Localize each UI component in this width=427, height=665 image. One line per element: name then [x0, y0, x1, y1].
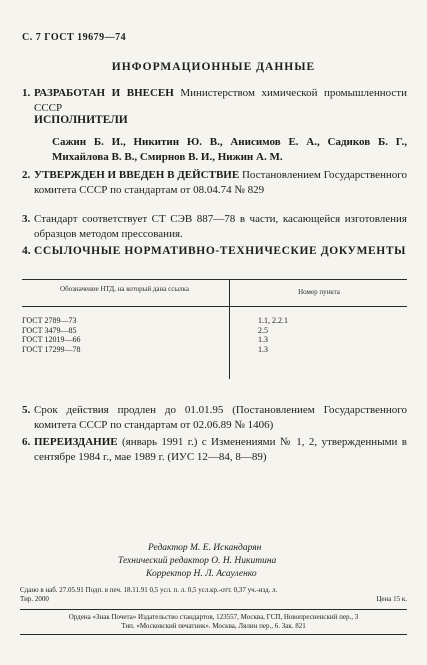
- table-column-items: [258, 316, 398, 354]
- corrector-line: Корректор Н. Л. Асауленко: [146, 569, 257, 579]
- table-cell-doc: ГОСТ 3479—85: [22, 325, 77, 335]
- section-2-lead: УТВЕРЖДЕН И ВВЕДЕН В ДЕЙСТВИЕ: [34, 169, 240, 181]
- section-3-text: Стандарт соответствует СТ СЭВ 887—78 в части, касающейся изготовления образцов методом прессования.: [34, 213, 407, 240]
- section-2-text: Постановлением Государственного комитета СССР по стандартам от 08.04.74 № 829: [34, 169, 408, 196]
- performers-heading: ИСПОЛНИТЕЛИ: [34, 114, 128, 126]
- imprint-block: [0, 542, 427, 581]
- page-header: С. 7 ГОСТ 19679—74: [22, 32, 127, 43]
- section-6-number: 6.: [22, 436, 31, 448]
- section-6-text: (январь 1991 г.) с Изменениями № 1, 2, утвержденными в сентябре 1984 г., мае 1989 г. (ИУС 12—84, 8—89): [34, 436, 407, 463]
- table-cell-item: 1.3: [258, 344, 268, 354]
- table-cell-item: 1.3: [258, 335, 268, 344]
- section-5: [22, 403, 407, 433]
- section-4: [22, 243, 407, 259]
- section-4-number: 4.: [22, 245, 31, 257]
- section-6: [22, 435, 407, 465]
- page-title: ИНФОРМАЦИОННЫЕ ДАННЫЕ: [111, 61, 316, 73]
- section-1: [22, 86, 407, 116]
- tech-editor-line: Технический редактор О. Н. Никитина: [118, 556, 277, 566]
- section-6-lead: ПЕРЕИЗДАНИЕ: [34, 436, 118, 448]
- performers-list: Сажин Б. И., Никитин Ю. В., Анисимов Е. А., Садиков Б. Г., Михайлова В. В., Смирнов В. И., Нижин А. М.: [52, 136, 407, 163]
- imprint-rule-top: [20, 609, 407, 610]
- section-1-text: Министерством химической промышленности СССР: [34, 87, 407, 114]
- table-cell-doc: ГОСТ 12019—66: [22, 335, 81, 344]
- table-header-rule: [22, 306, 407, 307]
- publication-info-line-1: Сдано в наб. 27.05.91 Подп. в печ. 18.11.91 0,5 усл. п. л. 0,5 усл.кр.-отт. 0,37 уч.-изд. л.: [20, 586, 278, 594]
- editor-line: Редактор М. Е. Искандарян: [148, 543, 262, 553]
- table-cell-item: 1.1, 2.2.1: [258, 316, 288, 325]
- price: Цена 15 к.: [376, 595, 407, 603]
- section-3: [22, 212, 407, 242]
- printer-line: Тип. «Московский печатник». Москва, Лялин пер., 6. Зак. 821: [121, 622, 306, 630]
- print-run: Тир. 2000: [20, 595, 49, 603]
- publisher-line: Ордена «Знак Почета» Издательство стандартов, 123557, Москва, ГСП, Новопресненский пер., 3: [68, 613, 359, 621]
- section-5-number: 5.: [22, 404, 31, 416]
- table-cell-doc: ГОСТ 17299—78: [22, 344, 81, 354]
- section-4-heading: ССЫЛОЧНЫЕ НОРМАТИВНО-ТЕХНИЧЕСКИЕ ДОКУМЕНТЫ: [34, 245, 407, 257]
- section-2: [22, 168, 407, 198]
- table-header-item: Номер пункта: [298, 288, 340, 296]
- table-column-divider: [229, 279, 230, 379]
- imprint-rule-bottom: [20, 634, 407, 635]
- section-1-lead: РАЗРАБОТАН И ВНЕСЕН: [34, 87, 174, 99]
- section-1-number: 1.: [22, 87, 31, 99]
- table-cell-doc: ГОСТ 2789—73: [22, 316, 77, 325]
- publication-info-line-2: [20, 595, 407, 604]
- table-header-document: Обозначение НТД, на который дана ссылка: [60, 285, 189, 293]
- table-column-documents: [22, 316, 222, 354]
- table-cell-item: 2.5: [258, 325, 268, 335]
- section-2-number: 2.: [22, 169, 31, 181]
- table-top-rule: [22, 279, 407, 280]
- section-3-number: 3.: [22, 213, 31, 225]
- section-5-text: Срок действия продлен до 01.01.95 (Постановлением Государственного комитета СССР по стандартам от 02.06.89 № 1406): [34, 404, 407, 431]
